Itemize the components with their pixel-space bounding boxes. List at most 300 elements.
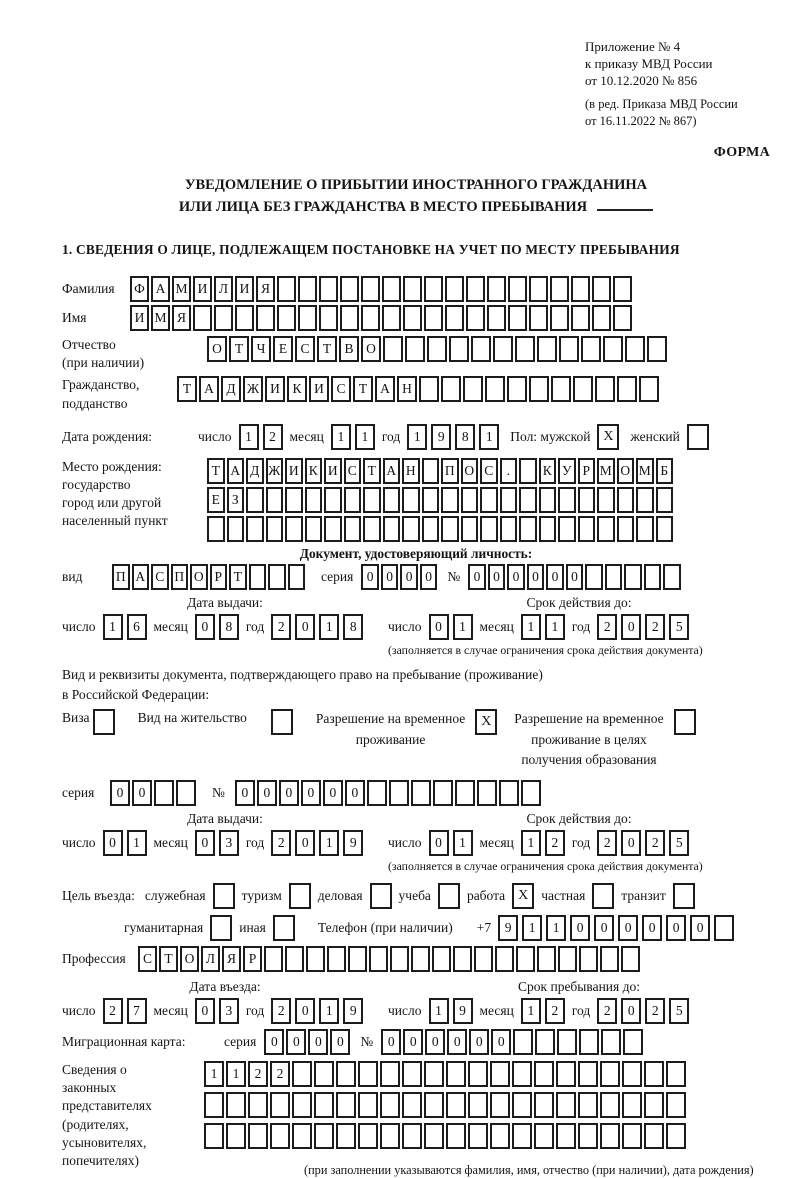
form-cell[interactable] [305,516,323,542]
form-cell[interactable]: 0 [279,780,299,806]
form-cell[interactable] [500,516,518,542]
form-cell[interactable] [314,1123,334,1149]
form-cell[interactable] [605,564,623,590]
form-cell[interactable] [266,516,284,542]
form-cell[interactable] [559,336,579,362]
form-cell[interactable] [622,1092,642,1118]
edu-permit-checkbox[interactable] [674,709,696,735]
form-cell[interactable]: Ж [266,458,284,484]
form-cell[interactable] [556,1123,576,1149]
form-cell[interactable] [432,946,451,972]
form-cell[interactable]: 3 [219,998,239,1024]
form-cell[interactable] [453,946,472,972]
form-cell[interactable]: 2 [645,998,665,1024]
form-cell[interactable] [390,946,409,972]
form-cell[interactable] [600,1061,620,1087]
form-cell[interactable] [449,336,469,362]
form-cell[interactable]: Е [207,487,225,513]
form-cell[interactable] [490,1123,510,1149]
form-cell[interactable] [226,1123,246,1149]
form-cell[interactable] [411,946,430,972]
temp-permit-checkbox[interactable]: X [475,709,497,735]
form-cell[interactable] [358,1123,378,1149]
form-cell[interactable] [512,1092,532,1118]
form-cell[interactable]: 0 [469,1029,489,1055]
form-cell[interactable]: 1 [103,614,123,640]
form-cell[interactable] [644,1092,664,1118]
form-cell[interactable]: К [287,376,307,402]
form-cell[interactable]: 0 [132,780,152,806]
purpose-work-checkbox[interactable]: X [512,883,534,909]
form-cell[interactable] [422,516,440,542]
form-cell[interactable]: 0 [420,564,438,590]
form-cell[interactable]: М [172,276,191,302]
form-cell[interactable] [363,487,381,513]
form-cell[interactable] [597,487,615,513]
form-cell[interactable] [389,780,409,806]
form-cell[interactable]: 0 [345,780,365,806]
form-cell[interactable]: М [151,305,170,331]
form-cell[interactable] [445,276,464,302]
form-cell[interactable]: 2 [545,830,565,856]
form-cell[interactable] [292,1092,312,1118]
form-cell[interactable] [402,1123,422,1149]
form-cell[interactable] [382,276,401,302]
form-cell[interactable]: 0 [429,830,449,856]
form-cell[interactable] [380,1123,400,1149]
form-cell[interactable] [419,376,439,402]
form-cell[interactable]: Ж [243,376,263,402]
form-cell[interactable] [305,487,323,513]
form-cell[interactable]: Т [363,458,381,484]
form-cell[interactable]: 8 [219,614,239,640]
form-cell[interactable] [358,1092,378,1118]
form-cell[interactable] [516,946,535,972]
form-cell[interactable]: 0 [381,564,399,590]
sex-female-checkbox[interactable] [687,424,709,450]
form-cell[interactable]: 0 [546,564,564,590]
form-cell[interactable]: Я [222,946,241,972]
purpose-humanitarian-checkbox[interactable] [210,915,232,941]
form-cell[interactable] [441,376,461,402]
form-cell[interactable] [427,336,447,362]
form-cell[interactable] [714,915,734,941]
form-cell[interactable]: 9 [498,915,518,941]
form-cell[interactable] [666,1092,686,1118]
form-cell[interactable] [204,1092,224,1118]
form-cell[interactable] [585,564,603,590]
form-cell[interactable]: . [500,458,518,484]
form-cell[interactable]: 0 [447,1029,467,1055]
form-cell[interactable]: Н [397,376,417,402]
form-cell[interactable] [298,305,317,331]
form-cell[interactable]: 1 [355,424,375,450]
sex-male-checkbox[interactable]: X [597,424,619,450]
form-cell[interactable]: И [193,276,212,302]
form-cell[interactable]: 0 [400,564,418,590]
form-cell[interactable] [340,276,359,302]
form-cell[interactable]: 0 [570,915,590,941]
form-cell[interactable]: 1 [546,915,566,941]
form-cell[interactable] [519,458,537,484]
form-cell[interactable]: К [539,458,557,484]
form-cell[interactable]: 0 [621,998,641,1024]
form-cell[interactable]: С [344,458,362,484]
form-cell[interactable] [600,946,619,972]
form-cell[interactable] [666,1123,686,1149]
form-cell[interactable]: 0 [666,915,686,941]
form-cell[interactable] [277,276,296,302]
form-cell[interactable] [344,487,362,513]
form-cell[interactable] [595,376,615,402]
form-cell[interactable]: Р [578,458,596,484]
form-cell[interactable]: 9 [431,424,451,450]
form-cell[interactable]: Ч [251,336,271,362]
form-cell[interactable]: Б [656,458,674,484]
form-cell[interactable] [176,780,196,806]
form-cell[interactable] [327,946,346,972]
form-cell[interactable] [500,487,518,513]
form-cell[interactable]: 2 [270,1061,290,1087]
form-cell[interactable]: 0 [642,915,662,941]
form-cell[interactable] [490,1092,510,1118]
form-cell[interactable]: 2 [545,998,565,1024]
form-cell[interactable]: О [461,458,479,484]
form-cell[interactable]: А [151,276,170,302]
form-cell[interactable] [288,564,306,590]
form-cell[interactable] [402,1092,422,1118]
form-cell[interactable] [270,1092,290,1118]
form-cell[interactable]: К [305,458,323,484]
form-cell[interactable] [248,1092,268,1118]
form-cell[interactable] [235,305,254,331]
form-cell[interactable]: 0 [491,1029,511,1055]
form-cell[interactable] [367,780,387,806]
form-cell[interactable]: Е [273,336,293,362]
form-cell[interactable] [461,487,479,513]
form-cell[interactable] [663,564,681,590]
form-cell[interactable]: 0 [468,564,486,590]
form-cell[interactable] [226,1092,246,1118]
form-cell[interactable] [617,516,635,542]
form-cell[interactable] [468,1123,488,1149]
form-cell[interactable] [639,376,659,402]
form-cell[interactable]: 0 [527,564,545,590]
form-cell[interactable] [277,305,296,331]
form-cell[interactable]: 0 [381,1029,401,1055]
form-cell[interactable]: Т [177,376,197,402]
form-cell[interactable]: 2 [271,998,291,1024]
form-cell[interactable]: 0 [103,830,123,856]
form-cell[interactable] [499,780,519,806]
form-cell[interactable]: И [309,376,329,402]
form-cell[interactable] [424,1123,444,1149]
form-cell[interactable] [193,305,212,331]
form-cell[interactable] [424,276,443,302]
form-cell[interactable] [405,336,425,362]
form-cell[interactable] [508,276,527,302]
form-cell[interactable]: 0 [295,830,315,856]
form-cell[interactable]: 0 [195,998,215,1024]
form-cell[interactable] [227,516,245,542]
form-cell[interactable] [647,336,667,362]
form-cell[interactable]: 7 [127,998,147,1024]
form-cell[interactable] [534,1092,554,1118]
form-cell[interactable] [529,305,548,331]
form-cell[interactable] [422,458,440,484]
form-cell[interactable] [336,1123,356,1149]
form-cell[interactable]: Я [256,276,275,302]
form-cell[interactable]: П [112,564,130,590]
form-cell[interactable]: 1 [429,998,449,1024]
form-cell[interactable] [424,305,443,331]
form-cell[interactable]: 0 [308,1029,328,1055]
form-cell[interactable] [214,305,233,331]
form-cell[interactable]: М [636,458,654,484]
form-cell[interactable] [490,1061,510,1087]
form-cell[interactable]: И [235,276,254,302]
purpose-business-checkbox[interactable] [370,883,392,909]
purpose-study-checkbox[interactable] [438,883,460,909]
form-cell[interactable]: 2 [263,424,283,450]
form-cell[interactable] [433,780,453,806]
form-cell[interactable]: 5 [669,998,689,1024]
form-cell[interactable]: И [130,305,149,331]
form-cell[interactable] [656,487,674,513]
form-cell[interactable] [550,276,569,302]
form-cell[interactable]: 5 [669,830,689,856]
form-cell[interactable] [154,780,174,806]
form-cell[interactable]: А [383,458,401,484]
form-cell[interactable]: 1 [453,614,473,640]
form-cell[interactable]: 2 [103,998,123,1024]
form-cell[interactable]: Л [201,946,220,972]
form-cell[interactable]: 0 [621,614,641,640]
form-cell[interactable] [285,946,304,972]
form-cell[interactable]: А [375,376,395,402]
form-cell[interactable] [471,336,491,362]
purpose-tourism-checkbox[interactable] [289,883,311,909]
form-cell[interactable] [348,946,367,972]
form-cell[interactable]: Р [210,564,228,590]
form-cell[interactable]: М [597,458,615,484]
form-cell[interactable]: 2 [597,998,617,1024]
form-cell[interactable] [248,1123,268,1149]
form-cell[interactable] [617,376,637,402]
form-cell[interactable] [324,487,342,513]
form-cell[interactable]: А [227,458,245,484]
form-cell[interactable]: Т [207,458,225,484]
form-cell[interactable]: 9 [343,830,363,856]
form-cell[interactable] [319,276,338,302]
form-cell[interactable] [264,946,283,972]
form-cell[interactable] [477,780,497,806]
form-cell[interactable] [578,487,596,513]
form-cell[interactable] [621,946,640,972]
form-cell[interactable] [636,516,654,542]
form-cell[interactable] [270,1123,290,1149]
form-cell[interactable] [424,1092,444,1118]
form-cell[interactable] [314,1061,334,1087]
form-cell[interactable]: 5 [669,614,689,640]
form-cell[interactable]: 1 [522,915,542,941]
form-cell[interactable] [512,1123,532,1149]
form-cell[interactable] [446,1061,466,1087]
form-cell[interactable]: И [265,376,285,402]
form-cell[interactable] [285,487,303,513]
form-cell[interactable]: 9 [453,998,473,1024]
form-cell[interactable]: 0 [286,1029,306,1055]
form-cell[interactable]: 0 [330,1029,350,1055]
form-cell[interactable]: З [227,487,245,513]
form-cell[interactable] [556,1061,576,1087]
form-cell[interactable] [298,276,317,302]
form-cell[interactable]: С [331,376,351,402]
form-cell[interactable] [557,1029,577,1055]
form-cell[interactable]: О [190,564,208,590]
form-cell[interactable]: 2 [597,614,617,640]
form-cell[interactable] [487,276,506,302]
form-cell[interactable]: Н [402,458,420,484]
form-cell[interactable] [383,516,401,542]
form-cell[interactable]: 0 [566,564,584,590]
form-cell[interactable]: Т [229,336,249,362]
form-cell[interactable] [344,516,362,542]
form-cell[interactable] [539,516,557,542]
form-cell[interactable] [246,487,264,513]
form-cell[interactable] [624,564,642,590]
form-cell[interactable] [340,305,359,331]
form-cell[interactable]: 0 [110,780,130,806]
form-cell[interactable] [666,1061,686,1087]
form-cell[interactable]: Л [214,276,233,302]
form-cell[interactable]: В [339,336,359,362]
form-cell[interactable]: 9 [343,998,363,1024]
form-cell[interactable] [487,305,506,331]
form-cell[interactable]: А [199,376,219,402]
form-cell[interactable]: 1 [319,830,339,856]
form-cell[interactable] [600,1092,620,1118]
form-cell[interactable]: 0 [195,614,215,640]
form-cell[interactable]: 1 [204,1061,224,1087]
form-cell[interactable] [507,376,527,402]
form-cell[interactable]: 0 [429,614,449,640]
form-cell[interactable] [266,487,284,513]
form-cell[interactable] [578,516,596,542]
form-cell[interactable]: 0 [594,915,614,941]
form-cell[interactable] [573,376,593,402]
form-cell[interactable] [558,946,577,972]
form-cell[interactable] [380,1061,400,1087]
form-cell[interactable] [336,1092,356,1118]
form-cell[interactable] [306,946,325,972]
form-cell[interactable] [539,487,557,513]
form-cell[interactable]: 0 [235,780,255,806]
form-cell[interactable] [468,1061,488,1087]
form-cell[interactable] [495,946,514,972]
form-cell[interactable] [558,516,576,542]
form-cell[interactable]: 0 [264,1029,284,1055]
form-cell[interactable] [592,276,611,302]
form-cell[interactable] [441,516,459,542]
form-cell[interactable] [579,1029,599,1055]
form-cell[interactable] [402,487,420,513]
form-cell[interactable] [622,1123,642,1149]
form-cell[interactable] [480,487,498,513]
form-cell[interactable] [529,376,549,402]
form-cell[interactable]: П [171,564,189,590]
form-cell[interactable] [319,305,338,331]
form-cell[interactable] [292,1061,312,1087]
form-cell[interactable]: 0 [488,564,506,590]
form-cell[interactable] [363,516,381,542]
form-cell[interactable] [480,516,498,542]
form-cell[interactable]: 0 [507,564,525,590]
form-cell[interactable]: С [151,564,169,590]
form-cell[interactable]: 2 [271,830,291,856]
form-cell[interactable] [617,487,635,513]
form-cell[interactable] [600,1123,620,1149]
form-cell[interactable]: Т [317,336,337,362]
purpose-other-checkbox[interactable] [273,915,295,941]
form-cell[interactable] [455,780,475,806]
form-cell[interactable] [246,516,264,542]
form-cell[interactable] [441,487,459,513]
form-cell[interactable]: 0 [361,564,379,590]
form-cell[interactable]: 0 [618,915,638,941]
form-cell[interactable]: 1 [521,830,541,856]
form-cell[interactable] [468,1092,488,1118]
form-cell[interactable] [369,946,388,972]
form-cell[interactable] [358,1061,378,1087]
form-cell[interactable] [292,1123,312,1149]
form-cell[interactable]: 0 [690,915,710,941]
form-cell[interactable] [535,1029,555,1055]
form-cell[interactable]: Д [246,458,264,484]
form-cell[interactable] [463,376,483,402]
form-cell[interactable]: 2 [597,830,617,856]
form-cell[interactable] [515,336,535,362]
form-cell[interactable] [324,516,342,542]
form-cell[interactable] [578,1123,598,1149]
form-cell[interactable]: 2 [248,1061,268,1087]
form-cell[interactable]: 8 [455,424,475,450]
form-cell[interactable]: 0 [403,1029,423,1055]
form-cell[interactable] [636,487,654,513]
form-cell[interactable]: 2 [271,614,291,640]
form-cell[interactable]: У [558,458,576,484]
form-cell[interactable] [571,305,590,331]
form-cell[interactable] [411,780,431,806]
form-cell[interactable] [513,1029,533,1055]
form-cell[interactable] [508,305,527,331]
form-cell[interactable]: 2 [645,614,665,640]
form-cell[interactable] [597,516,615,542]
form-cell[interactable]: И [324,458,342,484]
form-cell[interactable] [578,1061,598,1087]
form-cell[interactable]: Ф [130,276,149,302]
form-cell[interactable] [461,516,479,542]
form-cell[interactable]: 1 [407,424,427,450]
form-cell[interactable] [268,564,286,590]
form-cell[interactable] [382,305,401,331]
form-cell[interactable] [424,1061,444,1087]
form-cell[interactable] [256,305,275,331]
form-cell[interactable]: 0 [195,830,215,856]
form-cell[interactable] [578,1092,598,1118]
form-cell[interactable] [644,1061,664,1087]
form-cell[interactable] [529,276,548,302]
